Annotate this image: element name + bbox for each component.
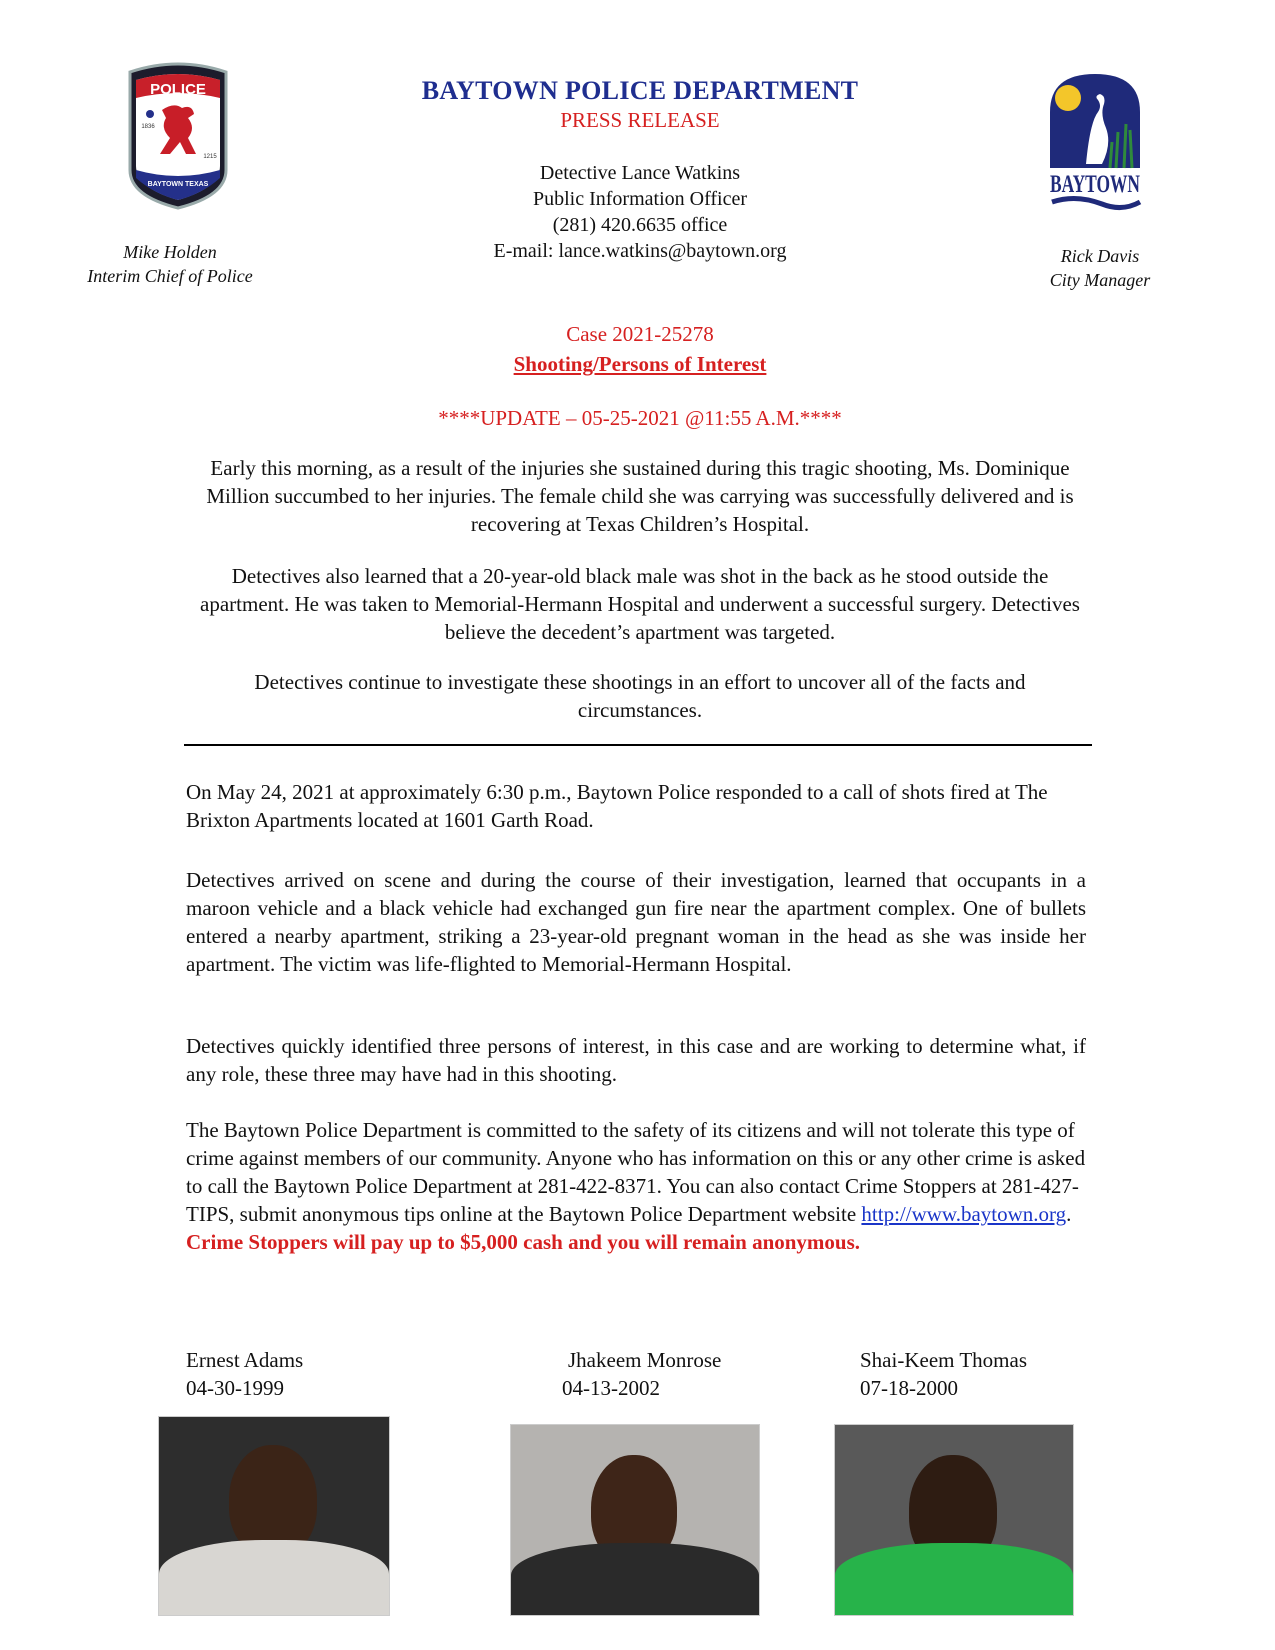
shirt-shape	[835, 1543, 1073, 1615]
police-badge-icon	[122, 58, 234, 210]
contact-email[interactable]: E-mail: lance.watkins@baytown.org	[493, 240, 787, 262]
body-paragraph-2: Detectives arrived on scene and during the course of their investigation, learned that occupants in a maroon vehicle and a black vehicle had exchanged gun fire near the apartment complex. One of bullets entered a nearby apartment, striking a 23-year-old pregnant woman in the head as she was inside her apartment. The victim was life-flighted to Memorial-Hermann Hospital.	[186, 868, 1086, 976]
baytown-heron-logo-icon	[1046, 72, 1144, 222]
person-name: Jhakeem Monrose	[568, 1348, 722, 1372]
badge-year-right: 1215	[203, 154, 217, 160]
badge-year-left: 1836	[141, 124, 155, 130]
press-release-label: PRESS RELEASE	[560, 108, 720, 132]
contact-block	[330, 160, 950, 264]
chief-signature	[60, 240, 280, 288]
case-number: Case 2021-25278	[566, 322, 714, 346]
case-title: Shooting/Persons of Interest	[513, 352, 767, 376]
person-3	[860, 1346, 1027, 1402]
city-manager-title: City Manager	[1049, 270, 1151, 290]
body-paragraph-3: Detectives quickly identified three persons of interest, in this case and are working to determine what, if any role, these three may have had in this shooting.	[186, 1034, 1086, 1086]
update-paragraph-1: Early this morning, as a result of the injuries she sustained during this tragic shooting, Ms. Dominique Million succumbed to her injuries. The female child she was carrying was successfully delivered and is recovering at Texas Children’s Hospital.	[206, 456, 1074, 536]
person-name: Shai-Keem Thomas	[860, 1348, 1027, 1372]
section-divider	[184, 744, 1092, 746]
shirt-shape	[159, 1540, 389, 1615]
body-paragraph-1: On May 24, 2021 at approximately 6:30 p.m., Baytown Police responded to a call of shots fired at The Brixton Apartments located at 1601 Garth Road.	[186, 780, 1048, 832]
person-dob: 04-13-2002	[562, 1376, 660, 1400]
body-paragraph-4	[186, 1116, 1086, 1256]
mugshot-photo-1	[158, 1416, 390, 1616]
person-dob: 07-18-2000	[860, 1376, 958, 1400]
contact-name: Detective Lance Watkins	[539, 162, 741, 184]
update-banner: ****UPDATE – 05-25-2021 @11:55 A.M.****	[438, 406, 842, 430]
department-title: BAYTOWN POLICE DEPARTMENT	[421, 76, 859, 105]
shirt-shape	[511, 1543, 759, 1615]
badge-bottom-text: BAYTOWN TEXAS	[147, 181, 209, 188]
person-1	[186, 1346, 303, 1402]
mugshot-photo-3	[834, 1424, 1074, 1616]
badge-top-text: POLICE	[150, 81, 206, 98]
city-manager-name: Rick Davis	[1060, 246, 1140, 266]
person-name: Ernest Adams	[186, 1348, 304, 1372]
city-logo-wordmark: BAYTOWN	[1050, 171, 1140, 198]
update-paragraph-3: Detectives continue to investigate these shootings in an effort to uncover all of the facts and circumstances.	[254, 670, 1026, 722]
chief-title: Interim Chief of Police	[87, 266, 253, 286]
city-manager-signature	[1000, 244, 1200, 292]
chief-name: Mike Holden	[123, 242, 217, 262]
contact-title: Public Information Officer	[532, 188, 747, 210]
link-punctuation: .	[1066, 1202, 1072, 1226]
update-paragraph-2: Detectives also learned that a 20-year-old black male was shot in the back as he stood outside the apartment. He was taken to Memorial-Hermann Hospital and underwent a successful surgery. Detectives believe the decedent’s apartment was targeted.	[200, 564, 1080, 644]
person-dob: 04-30-1999	[186, 1376, 284, 1400]
mugshot-photo-2	[510, 1424, 760, 1616]
reward-notice: Crime Stoppers will pay up to $5,000 cash and you will remain anonymous.	[186, 1230, 861, 1254]
contact-phone: (281) 420.6635 office	[552, 214, 728, 236]
tip-line-text: The Baytown Police Department is committed to the safety of its citizens and will not tolerate this type of crime against members of our community. Anyone who has information on this or any other crime is asked to call the Baytown Police Department at 281-422-8371. You can also contact Crime Stoppers at 281-427-TIPS, submit anonymous tips online at the Baytown Police Department website	[186, 1118, 1086, 1226]
person-2	[562, 1346, 721, 1402]
website-link[interactable]: http://www.baytown.org	[861, 1202, 1067, 1226]
